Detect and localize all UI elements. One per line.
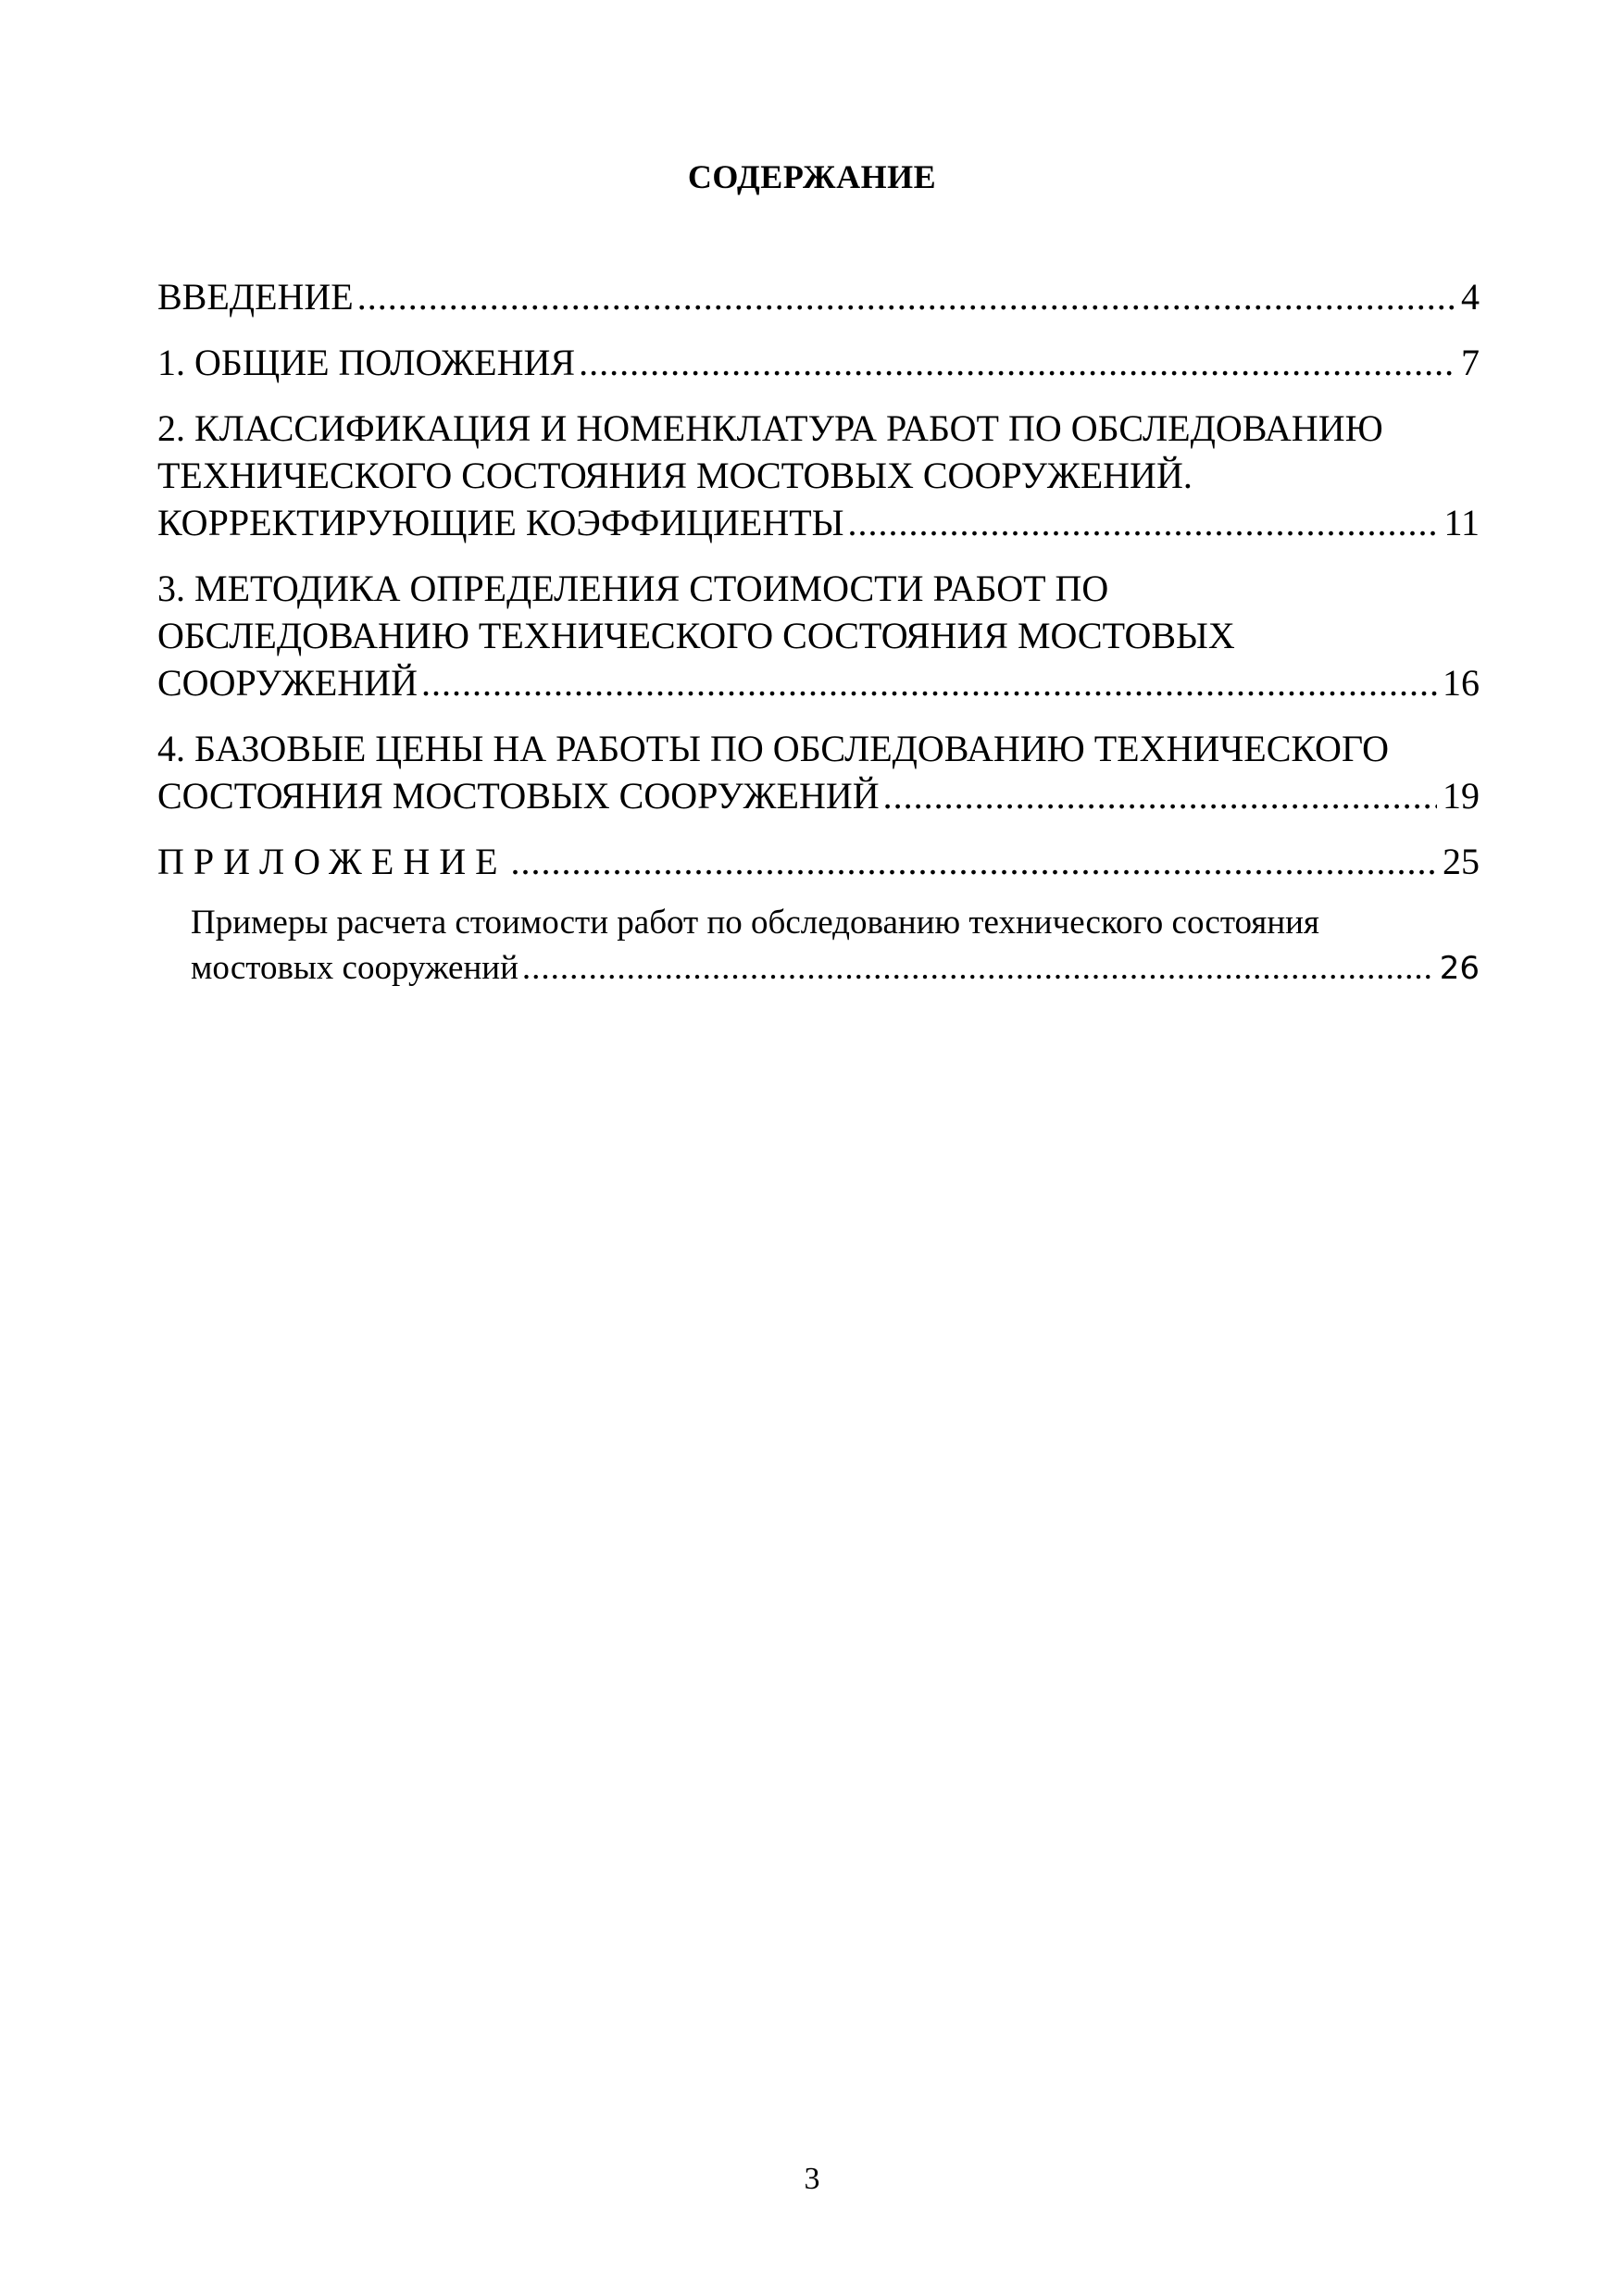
dot-leader bbox=[579, 339, 1455, 386]
toc-entry-title: 1. ОБЩИЕ ПОЛОЖЕНИЯ bbox=[157, 342, 576, 383]
toc-entry-line: Примеры расчета стоимости работ по обследованию технического состояния bbox=[191, 904, 1319, 942]
page-number: 3 bbox=[804, 2162, 820, 2196]
toc-subentry-examples[interactable] bbox=[191, 900, 1480, 992]
toc-entry-title: ВВЕДЕНИЕ bbox=[157, 276, 354, 318]
toc-entry-appendix[interactable] bbox=[157, 838, 1480, 885]
page-title: СОДЕРЖАНИЕ bbox=[687, 158, 937, 195]
toc-entry-title: СОСТОЯНИЯ МОСТОВЫХ СООРУЖЕНИЙ bbox=[157, 775, 880, 817]
toc-entry-title: КОРРЕКТИРУЮЩИЕ КОЭФФИЦИЕНТЫ bbox=[157, 502, 844, 543]
dot-leader bbox=[522, 945, 1434, 991]
toc-entry-line: ОБСЛЕДОВАНИЮ ТЕХНИЧЕСКОГО СОСТОЯНИЯ МОСТОВЫХ bbox=[157, 615, 1235, 656]
dot-leader bbox=[883, 772, 1437, 819]
toc-entry-introduction[interactable] bbox=[157, 273, 1480, 320]
toc-entry-line: 3. МЕТОДИКА ОПРЕДЕЛЕНИЯ СТОИМОСТИ РАБОТ ПО bbox=[157, 568, 1109, 609]
toc-page-number: 26 bbox=[1439, 950, 1480, 987]
toc-entry-title: мостовых сооружений bbox=[191, 949, 518, 987]
dot-leader bbox=[357, 273, 1455, 320]
toc-entry-line: ТЕХНИЧЕСКОГО СОСТОЯНИЯ МОСТОВЫХ СООРУЖЕНИЙ. bbox=[157, 455, 1193, 496]
toc-page-number: 11 bbox=[1443, 502, 1480, 543]
toc-entry-line: 4. БАЗОВЫЕ ЦЕНЫ НА РАБОТЫ ПО ОБСЛЕДОВАНИЮ ТЕХНИЧЕСКОГО bbox=[157, 728, 1389, 769]
toc-entry-general-provisions[interactable] bbox=[157, 339, 1480, 386]
toc-page-number: 25 bbox=[1443, 841, 1480, 882]
toc-entry-title: ПРИЛОЖЕНИЕ bbox=[157, 841, 507, 882]
toc-entry-line: 2. КЛАССИФИКАЦИЯ И НОМЕНКЛАТУРА РАБОТ ПО ОБСЛЕДОВАНИЮ bbox=[157, 407, 1383, 449]
toc-page-number: 7 bbox=[1461, 342, 1480, 383]
toc-page-number: 16 bbox=[1443, 662, 1480, 704]
toc-entry-base-prices[interactable] bbox=[157, 725, 1480, 819]
toc-entry-classification[interactable] bbox=[157, 405, 1480, 546]
table-of-contents bbox=[157, 273, 1480, 1010]
dot-leader bbox=[511, 838, 1437, 885]
dot-leader bbox=[848, 499, 1439, 546]
dot-leader bbox=[421, 659, 1437, 706]
toc-entry-methodology[interactable] bbox=[157, 565, 1480, 706]
toc-page-number: 19 bbox=[1443, 775, 1480, 817]
toc-entry-title: СООРУЖЕНИЙ bbox=[157, 662, 418, 704]
toc-page-number: 4 bbox=[1461, 276, 1480, 318]
